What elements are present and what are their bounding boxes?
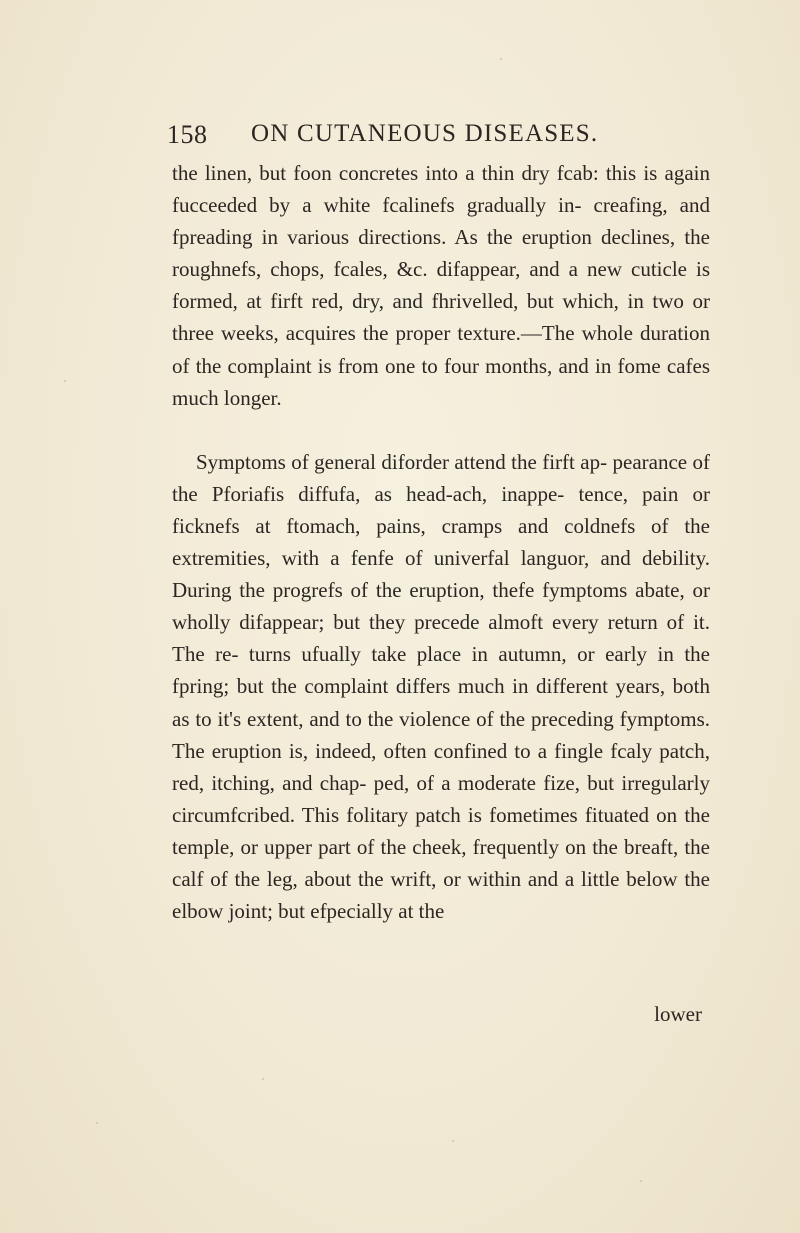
running-head: ON CUTANEOUS DISEASES. — [251, 120, 599, 147]
body-text — [172, 157, 710, 927]
page-number: 158 — [167, 120, 208, 149]
page-header — [167, 120, 712, 152]
paragraph-1: the linen, but foon concretes into a thin dry fcab: this is again fucceeded by a white fcalinefs gradually in- creafing, and fpreading in various directions. As the eruption declines, the roughnefs, chops, fcales, &c. difappear, and a new cuticle is formed, at firft red, dry, and fhrivelled, but which, in two or three weeks, acquires the proper texture.—The whole duration of the complaint is from one to four months, and in fome cafes much longer. — [172, 161, 710, 410]
catchword: lower — [654, 1002, 702, 1026]
paragraph-2: Symptoms of general diforder attend the firft ap- pearance of the Pforiafis diffufa, as head-ach, inappe- tence, pain or ficknefs at ftomach, pains, cramps and coldnefs of the extremities, with a fenfe of univerfal languor, and debility. During the progrefs of the eruption, thefe fymptoms abate, or wholly difappear; but they precede almoft every return of it. The re- turns ufually take place in autumn, or early in the fpring; but the complaint differs much in different years, both as to it's extent, and to the violence of the preceding fymptoms. The eruption is, indeed, often confined to a fingle fcaly patch, red, itching, and chap- ped, of a moderate fize, but irregularly circumfcribed. This folitary patch is fometimes fituated on the temple, or upper part of the cheek, frequently on the breaft, the calf of the leg, about the wrift, or within and a little below the elbow joint; but efpecially at the — [172, 449, 710, 924]
